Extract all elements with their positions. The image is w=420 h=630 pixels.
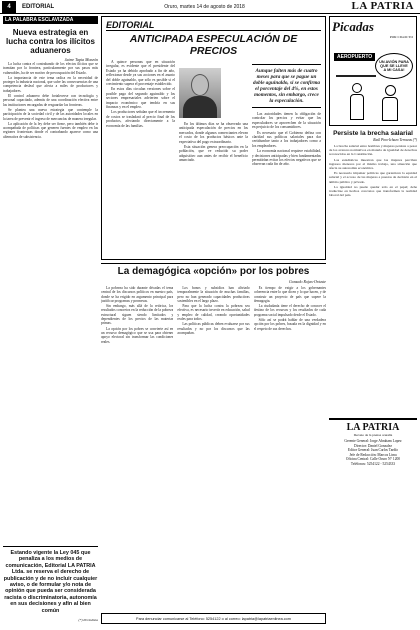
paragraph: El control aduanero debe fortalecerse con tecnología y personal capacitado, además de una coordinación efectiva entre las instituciones encargadas de resguardar las fronteras.	[3, 94, 98, 107]
editorial-column-2	[179, 60, 248, 272]
editorial-label: EDITORIAL	[106, 20, 321, 31]
paragraph: La economía nacional requiere estabilidad, y decisiones anticipadas y bien fundamentadas permitirían evitar los efectos negativos que se observan cada fin de año.	[252, 149, 321, 167]
dateline: Oruro, martes 14 de agosto de 2018	[164, 3, 245, 10]
article-body	[3, 62, 98, 139]
masthead-line: Jefe de Redacción: Marcos Lima	[349, 452, 397, 457]
paragraph: La brecha salarial entre hombres y mujeres persiste a pesar de los avances normativos en materia de igualdad de derechos reconocidos en la Constitución.	[329, 144, 417, 157]
cartoon-title: Picadas	[332, 19, 374, 34]
airport-sign: AEROPUERTO	[334, 53, 375, 61]
paragraph: La ciudadanía tiene el derecho de conocer el destino de los recursos y los resultados de cada programa social impulsado desde el Estado.	[253, 304, 326, 317]
editorial-headline: ANTICIPADA ESPECULACIÓN DE PRECIOS	[129, 33, 298, 57]
paragraph: Para que la lucha contra la pobreza sea efectiva, es necesario invertir en educación, salud y empleo de calidad, creando oportunidades reales para todos.	[177, 304, 250, 322]
paragraph: Es necesario impulsar políticas que garanticen la equidad salarial y el acceso de las mujeres a puestos de decisión en el ámbito público y privado.	[329, 171, 417, 184]
masthead-line: Gerente General: Jorge Abraham Lopez	[344, 439, 402, 443]
paragraph: La pobreza ha sido durante décadas el tema central de los discursos políticos en nuestro país, donde se ha erigido en argumento principal para justificar programas y promesas.	[101, 286, 174, 303]
article-headline: Nueva estrategia en lucha contra los ilícitos aduaneros	[6, 28, 95, 55]
person-figure-2	[382, 85, 398, 123]
paragraph: Sin embargo, más allá de la retórica, los resultados concretos en la reducción de la pobreza estructural siguen siendo limitados y dependientes de los precios de las materias primas.	[101, 304, 174, 326]
article-author: Gonzalo Rojas-Ortuste	[289, 279, 326, 284]
paragraph: Los bonos y subsidios han aliviado temporalmente la situación de muchas familias, pero no han generado capacidades productivas sostenibles en el largo plazo.	[177, 286, 250, 303]
contact-strip: Para denunciar comunicarse al Teléfono: 5254122 o al correo: lapatria@lapatriaenlinea.com	[101, 613, 326, 624]
paragraph: En los últimos días se ha observado una anticipada especulación de precios en los mercados, donde algunos comerciantes elevan el costo de los productos básicos ante la expectativa del pago extraordinario.	[179, 122, 248, 144]
author-signature: (*) Periodista	[78, 618, 98, 622]
opinion-article	[101, 263, 326, 613]
article-headline: Persiste la brecha salarial	[333, 130, 413, 137]
face-shape	[191, 74, 209, 96]
legal-notice: Estando vigente la Ley 045 que penaliza a los medios de comunicación, Editorial LA PATRIA Ltda. se reserva el derecho de publicación y de no incluir cualquier aviso, o de formular y/o nota de opinión que pueda ser considerada racista o discriminatoria, autonomía en sus decisiones y afín al bien común	[3, 546, 98, 614]
article-column-3	[254, 286, 326, 598]
paragraph: En estos días circulan versiones sobre el posible pago del segundo aguinaldo y los sectores empresariales advierten sobre el impacto económico que tendría en sus finanzas y en el empleo.	[106, 87, 175, 110]
paragraph: La importancia de este tema radica en la necesidad de proteger la industria nacional, que sufre las consecuencias de una competencia desleal que afecta a miles de productores y trabajadores.	[3, 75, 98, 93]
article-author: Raúl Pino-Ichazo Terrazas (*)	[373, 138, 417, 142]
paragraph: Las políticas públicas deben evaluarse por sus resultados y no por los discursos que las acompañan.	[177, 322, 250, 335]
paragraph: Las autoridades tienen la obligación de controlar los precios y evitar que los especuladores se aprovechen de la situación en perjuicio de los consumidores.	[252, 112, 321, 130]
masthead-line: Director: Daniel Gonzalez	[354, 443, 392, 448]
author-photo	[179, 68, 221, 118]
editorial-box	[101, 16, 326, 260]
torso-shape	[183, 96, 217, 118]
article-columns	[101, 286, 326, 598]
paragraph: La igualdad no puede quedar sólo en el papel; debe traducirse en hechos concretos que transformen la realidad laboral del país.	[329, 184, 417, 198]
person-figure-1	[350, 83, 364, 123]
paragraph: Las estadísticas muestran que las mujeres perciben ingresos menores por el mismo trabajo, una situación que afecta su autonomía económica.	[329, 157, 417, 171]
page-number: 4	[2, 1, 16, 13]
page-header	[0, 0, 420, 14]
paragraph: La opción por los pobres se convierte así en un recurso demagógico que se usa para obtener apoyo electoral sin transformar las condiciones reales.	[101, 326, 174, 344]
column-kicker: LA PALABRA ESCLAVIZADA	[3, 16, 98, 24]
paragraph: Los productores señalan que el incremento de costos se trasladará al precio final de los productos, afectando directamente a la economía de las familias.	[106, 110, 175, 128]
masthead-line: Oficina Central: Calle Oruro N° 1200	[345, 457, 401, 462]
masthead-subtitle: Decano de la prensa orureña	[353, 433, 393, 437]
masthead-line: Editor General: Juan Carlos Tardío	[347, 448, 399, 453]
editorial-column-3	[252, 60, 321, 272]
masthead-line: Teléfonos: 5254122 - 5254333	[350, 461, 396, 466]
left-column-article	[3, 16, 98, 626]
editorial-column-1	[106, 60, 175, 272]
paragraph: La aplicación de la ley debe ser firme, pero también debe ir acompañada de políticas que generen fuentes de empleo en las regiones fronterizas donde el contrabando aparece como una alternativa de subsistencia.	[3, 121, 98, 139]
speech-bubble: UN AVIÓN PARA QUE SE LLEVE A MI CASA!	[375, 53, 413, 79]
airplane-illustration	[336, 67, 376, 77]
article-body	[329, 144, 417, 416]
article-author: Jaime Tapia Monzón	[64, 57, 98, 62]
article-column-1	[101, 286, 173, 598]
pull-quote: Aunque falten más de cuatro meses para que se pague un doble aguinaldo, si se confirma el porcentaje del 4%, en estos momentos, sin embargo, crece la especulación.	[252, 64, 321, 108]
right-column	[329, 16, 417, 628]
article-column-2	[177, 286, 249, 598]
paragraph: Es necesario que el Gobierno defina con claridad sus políticas salariales para dar certidumbre tanto a los trabajadores como a los empleadores.	[252, 130, 321, 148]
cartoon-byline: POR CIGOCTO	[389, 35, 413, 39]
paragraph: Sólo así se podrá hablar de una verdadera opción por los pobres, basada en la dignidad y en el respeto de sus derechos.	[253, 318, 326, 331]
masthead	[329, 418, 417, 467]
paragraph: La lucha contra el contrabando de los efectos ilícitos que se tramitan por la frontera, particularmente por sus pasos más vulnerables, ha de ser motivo de preocupación del Estado.	[3, 62, 98, 75]
cartoon-panel	[329, 16, 417, 126]
paragraph: Se plantea una nueva estrategia que contemple la participación de la sociedad civil y de las autoridades locales en la tarea de prevenir el ingreso de mercancías de manera irregular.	[3, 107, 98, 121]
paragraph: A quince personas que en situación irregular, es evidente que el presidente del Estado ya ha debido aprobado a fin de año, reflexionar desde ya sus acciones en el asunto del doble aguinaldo, que sólo es posible si el crecimiento supera el porcentaje establecido.	[106, 60, 175, 87]
paper-name: LA PATRIA	[351, 0, 414, 12]
article-headline: La demagógica «opción» por los pobres	[101, 263, 326, 277]
section-label: EDITORIAL	[22, 3, 55, 10]
paragraph: Esta situación genera preocupación en la población, que ve reducido su poder adquisitivo aun antes de recibir el beneficio anunciado.	[179, 145, 248, 163]
paragraph: Es tiempo de exigir a los gobernantes coherencia entre lo que dicen y lo que hacen, y de construir un proyecto de país que supere la demagogia.	[253, 286, 326, 303]
masthead-name: LA PATRIA	[346, 422, 400, 433]
editorial-columns	[106, 60, 321, 272]
